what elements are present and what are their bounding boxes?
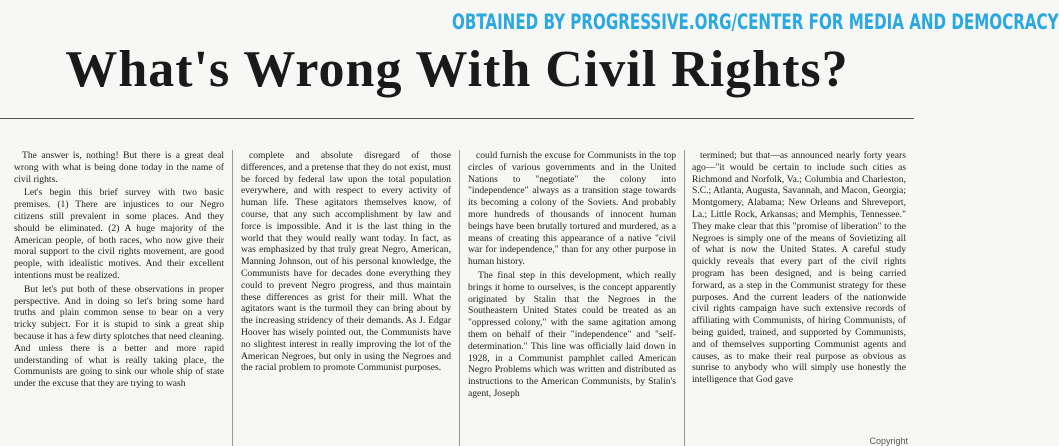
article-column-2 bbox=[241, 150, 451, 446]
source-banner: OBTAINED BY PROGRESSIVE.ORG/CENTER FOR MEDIA AND DEMOCRACY bbox=[452, 10, 1059, 34]
paragraph: complete and absolute disregard of those differences, and a pretense that they do not exist, must be forced by federal law upon the total population everywhere, and with respect to every activity of human life. These agitators themselves know, of course, that any such accomplishment by law and force is impossible. And it is the last thing in the world that they would really want today. In fact, as was emphasized by that truly great Negro, American, Manning Johnson, out of his personal knowledge, the Communists have for decades done everything they could to prevent Negro progress, and thus maintain these differences as grist for their mill. What the agitators want is the turmoil they can bring about by the increasing stridency of their demands. As J. Edgar Hoover has wisely pointed out, the Communists have no slightest interest in really improving the lot of the American Negroes, but only in using the Negroes and the racial problem to promote Communist purposes. bbox=[241, 150, 451, 374]
headline: What's Wrong With Civil Rights? bbox=[65, 41, 849, 98]
article-column-1 bbox=[14, 150, 224, 446]
column-divider bbox=[232, 150, 233, 446]
paragraph: The final step in this development, which really brings it home to ourselves, is the concept apparently originated by Stalin that the Negroes in the Southeastern United States could be treated as an "oppressed colony," with the same agitation among them on behalf of their "independence" and "self-determination." This line was officially laid down in 1928, in a Communist pamphlet called American Negro Problems which was written and distributed as instructions to the American Communists, by Stalin's agent, Joseph bbox=[468, 269, 676, 399]
headline-rule bbox=[0, 118, 914, 119]
paragraph: termined; but that—as announced nearly forty years ago—"it would be certain to include such cities as Richmond and Norfolk, Va.; Columbia and Charleston, S.C.; Atlanta, Augusta, Savannah, and Macon, Georgia; Montgomery, Alabama; New Orleans and Shreveport, La.; Little Rock, Arkansas; and Memphis, Tennessee." They make clear that this "promise of liberation" to the Negroes is simply one of the means of Sovietizing all of what is now the United States. A careful study quickly reveals that every part of the civil rights program has been designed, and is being carried forward, as a step in the Communist strategy for these purposes. And the current leaders of the nationwide civil rights campaign have such extensive records of affiliating with Communists, of hiring Communists, of being guided, trained, and supported by Communists, and of themselves supporting Communist agents and causes, as to make their real purpose as obvious as sunrise to anybody who will simply use honestly the intelligence that God gave bbox=[692, 150, 906, 386]
paragraph: could furnish the excuse for Communists in the top circles of various governments and in the United Nations to "negotiate" the colony into "independence" always as a transition stage towards its becoming a colony of the Soviets. And probably more hundreds of thousands of innocent human beings have been brutally tortured and murdered, as a means of creating this appearance of a native "civil war for independence," than for any other purpose in human history. bbox=[468, 150, 676, 268]
copyright-watermark: Copyright bbox=[869, 436, 908, 446]
article-column-4 bbox=[692, 150, 906, 446]
column-divider bbox=[684, 150, 685, 446]
column-divider bbox=[459, 150, 460, 446]
article-column-3 bbox=[468, 150, 676, 446]
paragraph: The answer is, nothing! But there is a great deal wrong with what is being done today in the name of civil rights. bbox=[14, 150, 224, 185]
paragraph: But let's put both of these observations in proper perspective. And in doing so let's bring some hard truths and plain common sense to bear on a very tricky subject. For it is stupid to sink a great ship because it has a few dirty splotches that need cleaning. And unless there is a better and more rapid understanding of what is really taking place, the Communists are going to sink our whole ship of state under the excuse that they are trying to wash bbox=[14, 283, 224, 390]
paragraph: Let's begin this brief survey with two basic premises. (1) There are injustices to our Negro citizens still prevalent in some places. And they should be eliminated. (2) A huge majority of the American people, of both races, who now give their moral support to the civil rights movement, are good people, with idealistic motives. And their excellent intentions must be realized. bbox=[14, 187, 224, 281]
